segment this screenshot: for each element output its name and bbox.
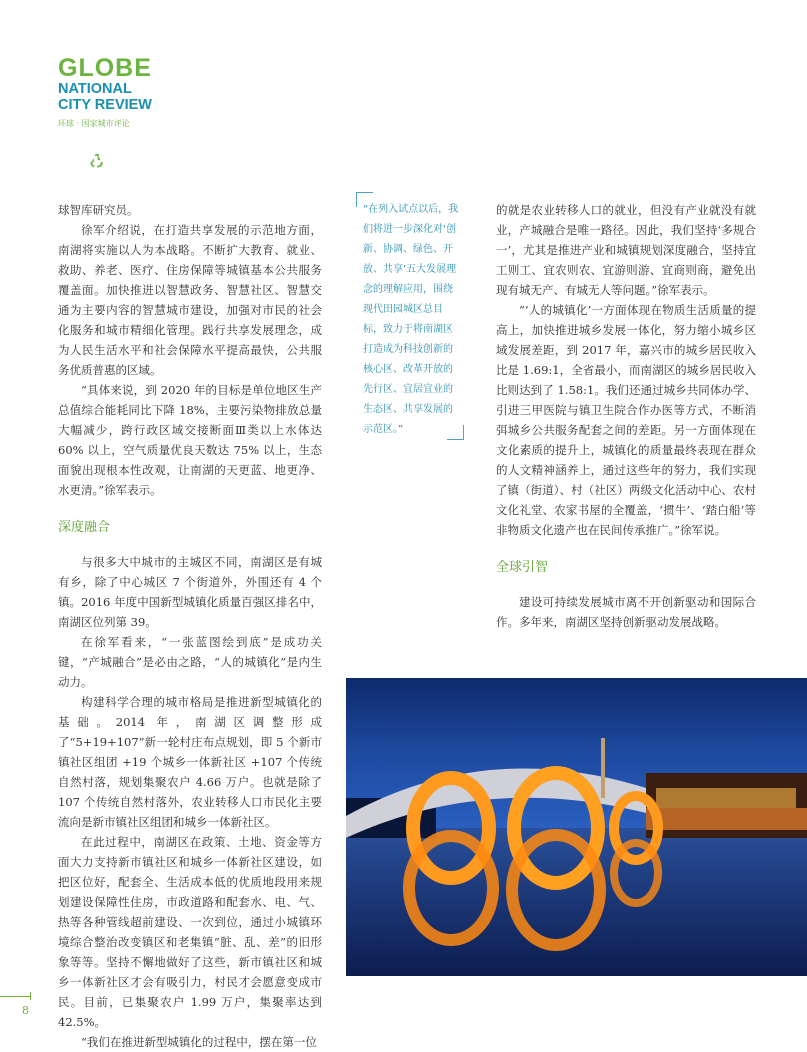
page-number-tick — [30, 992, 31, 1000]
section-heading: 全球引智 — [496, 560, 549, 575]
bridge-night-photo — [346, 678, 807, 976]
paragraph: “‘人的城镇化’一方面体现在物质生活质量的提高上，加快推进城乡发展一体化，努力缩小城乡区域发展差距，到 2017 年，嘉兴市的城乡居民收入比是 1.69:1，全省最小，而南湖区的城乡居民收入比则达到了 1.58:1。我们还通过城乡共同体办学、引进三甲医院与镇卫生院合作办医等方式，不断消弭城乡公共服务配套之间的差距。另一方面体现在文化素质的提升上，城镇化的质量最终表现在群众的人文精神涵养上，通过这些年的努力，我们实现了镇（街道）、村（社区）两级文化活动中心、农村文化礼堂、农家书屋的全覆盖，‘掼牛’、‘踏白船’等非物质文化遗产也在民间传承推广。”徐军说。 — [496, 303, 756, 537]
paragraph: 在徐军看来，“一张蓝图绘到底”是成功关键，“产城融合”是必由之路，“人的城镇化”是内生动力。 — [58, 635, 322, 689]
page-number: 8 — [22, 1004, 29, 1017]
paragraph: 球智库研究员。 — [58, 203, 139, 217]
paragraph: 构建科学合理的城市格局是推进新型城镇化的基础。2014 年，南湖区调整形成了“5+19+107”新一轮村庄布点规划，即 5 个新市镇社区组团 +19 个城乡一体新社区 +107 个传统自然村落，规划集聚农户 4.66 万户。也就是除了107 个传统自然村落外，农业转移人口市民化主要流向是新市镇社区组团和城乡一体新社区。 — [58, 695, 322, 829]
paragraph: “具体来说，到 2020 年的目标是单位地区生产总值综合能耗同比下降 18%，主要污染物排放总量大幅减少，跨行政区域交接断面Ⅲ类以上水体达 60% 以上，空气质量优良天数达 75% 以上，生态面貌出现根本性改观，让南湖的天更蓝、地更净、水更清。”徐军表示。 — [58, 383, 322, 497]
paragraph: 建设可持续发展城市离不开创新驱动和国际合作。多年来，南湖区坚持创新驱动发展战略。 — [496, 595, 756, 629]
bridge-illustration — [346, 678, 807, 976]
left-column — [58, 200, 322, 1052]
logo-chinese-text: 环球 · 国家城市评论 — [58, 119, 130, 128]
page-number-rule — [0, 996, 30, 997]
paragraph: 在此过程中，南湖区在政策、土地、资金等方面大力支持新市镇社区和城乡一体新社区建设，如把区位好，配套全、生活成本低的优质地段用来规划建设保障性住房，市政道路和配套水、电、气、热等各种管线超前建设、一次到位，通过小城镇环境综合整治改变镇区和老集镇“脏、乱、差”的旧形象等等。坚持不懈地做好了这些，新市镇社区和城乡一体新社区才会有吸引力，村民才会愿意变成市民。目前，已集聚农户 1.99 万户，集聚率达到 42.5%。 — [58, 835, 322, 1029]
quote-bracket-bottom — [447, 425, 464, 440]
paragraph: 的就是农业转移人口的就业，但没有产业就没有就业，产城融合是唯一路径。因此，我们坚持‘多规合一’，尤其是推进产业和城镇规划深度融合，坚持宜工则工、宜农则农、宜游则游、宜商则商，避免出现有城无产、有城无人等问题。”徐军表示。 — [496, 203, 756, 297]
logo-globe-text: GLOBE — [58, 54, 152, 82]
pull-quote — [356, 192, 464, 440]
pull-quote-text: “在列入试点以后，我们将进一步深化对‘创新、协调、绿色、开放、共享’五大发展理念的理解应用，围绕现代田园城区总目标，致力于将南湖区打造成为科技创新的核心区、改革开放的先行区、宜居宜业的生态区、共享发展的示范区。” — [363, 204, 459, 435]
paragraph: “我们在推进新型城镇化的过程中，摆在第一位 — [81, 1035, 317, 1049]
magazine-logo — [58, 55, 168, 129]
section-heading: 深度融合 — [58, 520, 111, 535]
logo-city-review-text: CITY REVIEW — [58, 97, 152, 113]
recycle-icon — [88, 152, 106, 170]
logo-national-text: NATIONAL — [58, 81, 132, 97]
paragraph: 徐军介绍说，在打造共享发展的示范地方面，南湖将实施以人为本战略。不断扩大教育、就业、救助、养老、医疗、住房保障等城镇基本公共服务覆盖面。加快推进以智慧政务、智慧社区、智慧交通为主要内容的智慧城市建设，加强对市民的社会化服务和城市精细化管理。践行共享发展理念，成为人民生活水平和社会保障水平提高最快，公共服务优质普惠的区域。 — [58, 223, 322, 377]
paragraph: 与很多大中城市的主城区不同，南湖区是有城有乡，除了中心城区 7 个街道外，外围还有 4 个镇。2016 年度中国新型城镇化质量百强区排名中，南湖区位列第 39。 — [58, 555, 322, 629]
right-column — [496, 200, 756, 632]
quote-bracket-top — [356, 192, 373, 207]
